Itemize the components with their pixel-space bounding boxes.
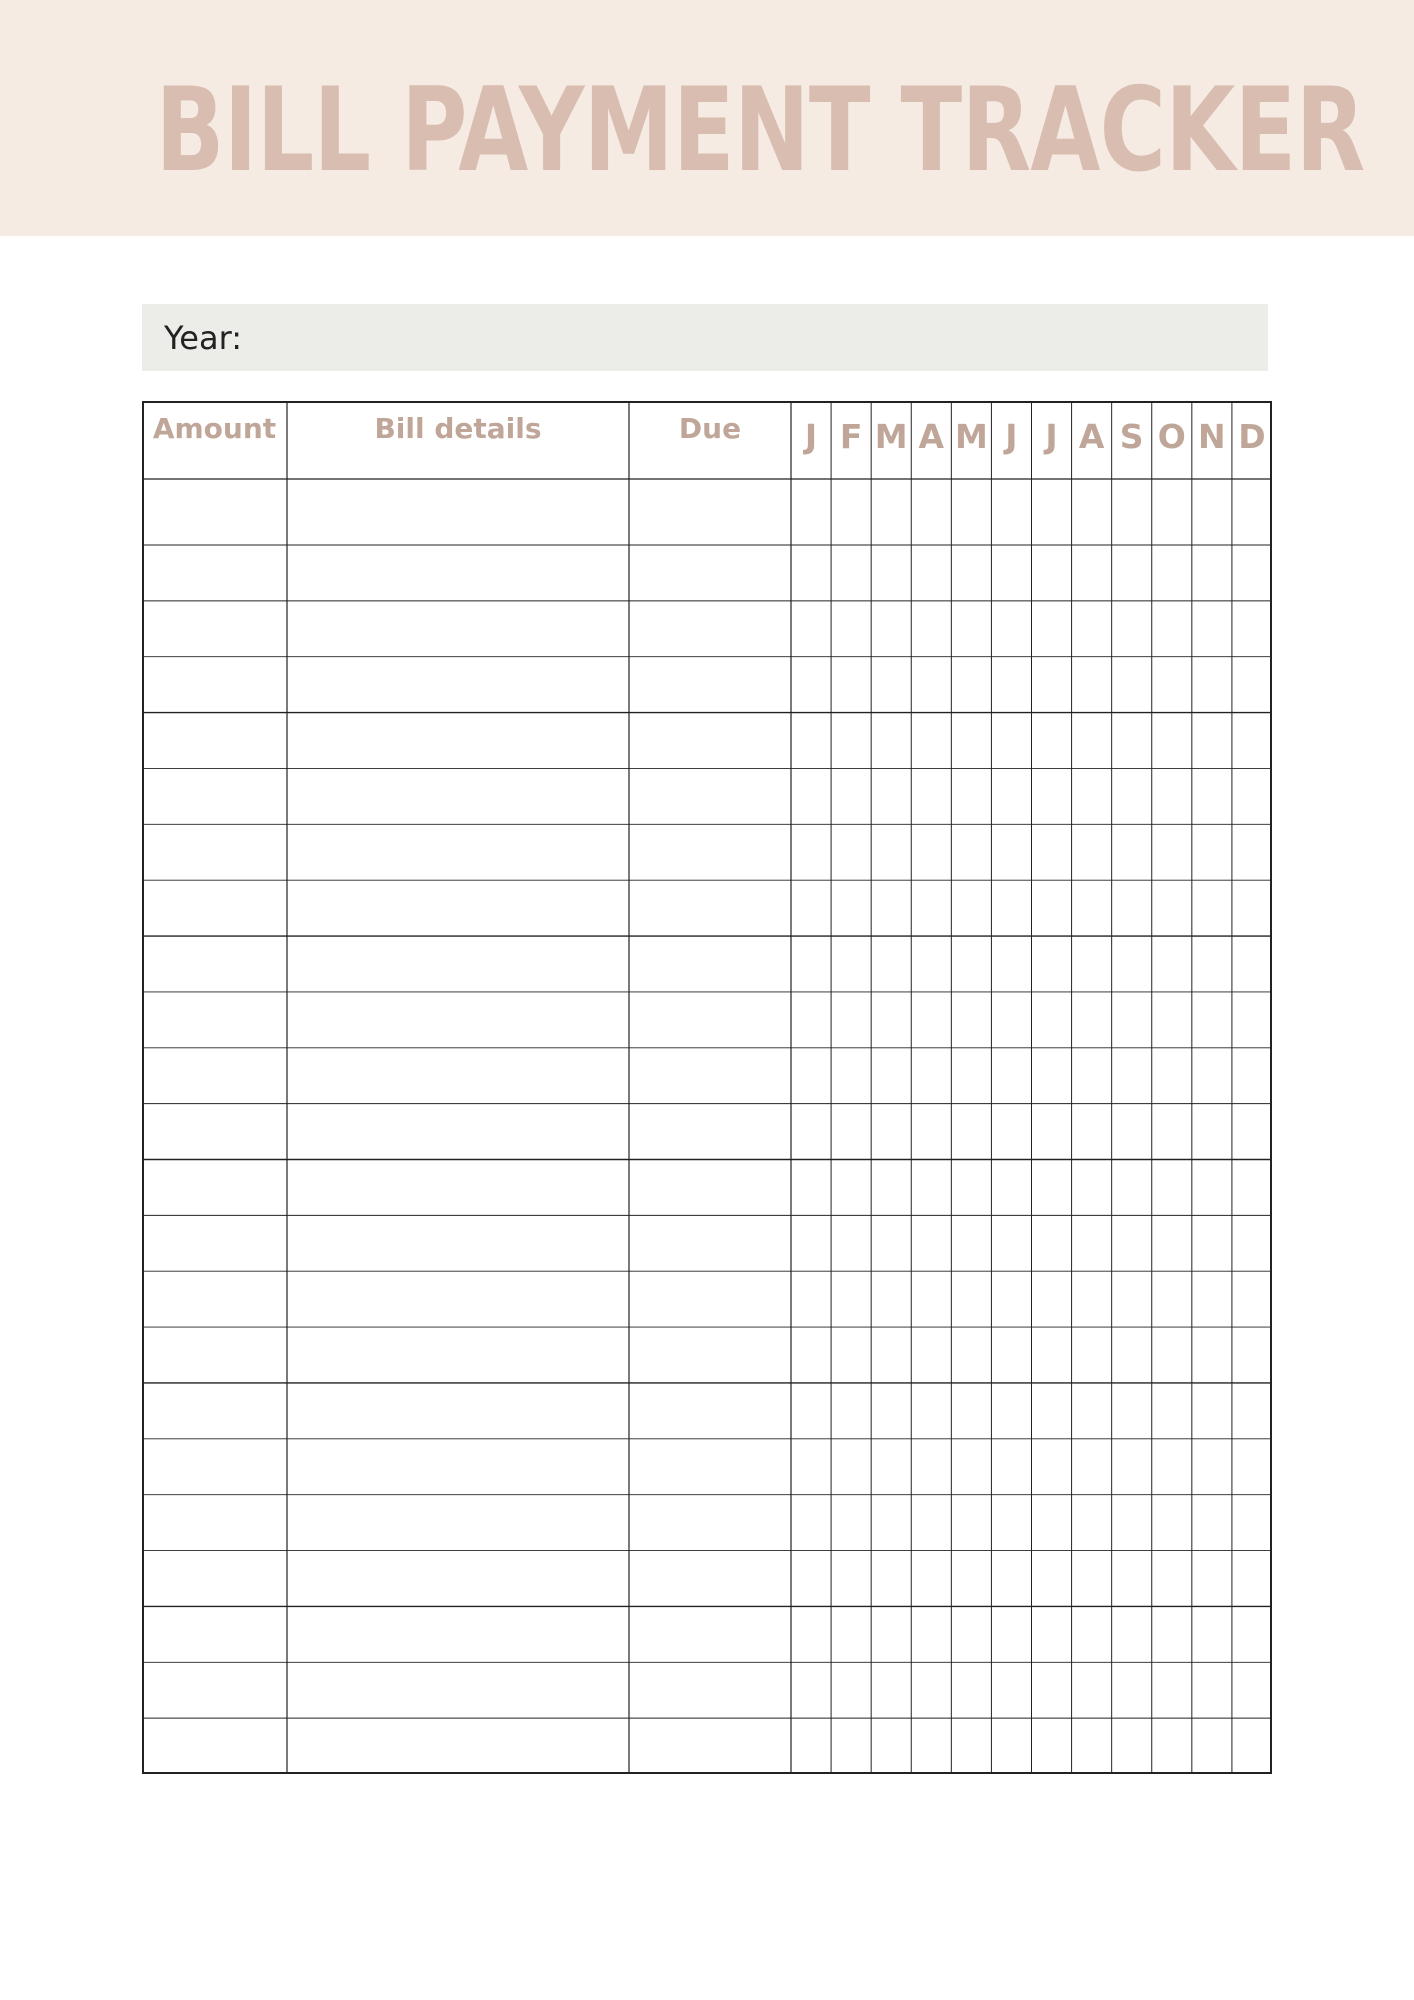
- month-header: M: [954, 417, 988, 456]
- month-header: A: [1078, 417, 1105, 456]
- bill-tracker-table: [142, 401, 1272, 1774]
- month-header: J: [1045, 417, 1058, 456]
- month-header: S: [1119, 417, 1144, 456]
- table-grid: [142, 401, 1272, 1774]
- column-header-bill-details: Bill details: [374, 412, 542, 445]
- month-header: D: [1238, 417, 1266, 456]
- month-header: J: [804, 417, 818, 456]
- month-header: N: [1198, 417, 1226, 456]
- month-header: O: [1157, 417, 1186, 456]
- month-header: J: [1005, 417, 1018, 456]
- column-header-due: Due: [678, 412, 742, 445]
- year-field[interactable]: [142, 304, 1268, 371]
- month-header: F: [839, 417, 863, 456]
- title-banner: [0, 0, 1414, 236]
- table-border: [143, 402, 1271, 1773]
- column-header-amount: Amount: [152, 412, 277, 445]
- year-label: Year:: [164, 319, 242, 357]
- month-header: M: [874, 417, 908, 456]
- page-title: BILL PAYMENT TRACKER: [155, 63, 1365, 198]
- month-header: A: [918, 417, 945, 456]
